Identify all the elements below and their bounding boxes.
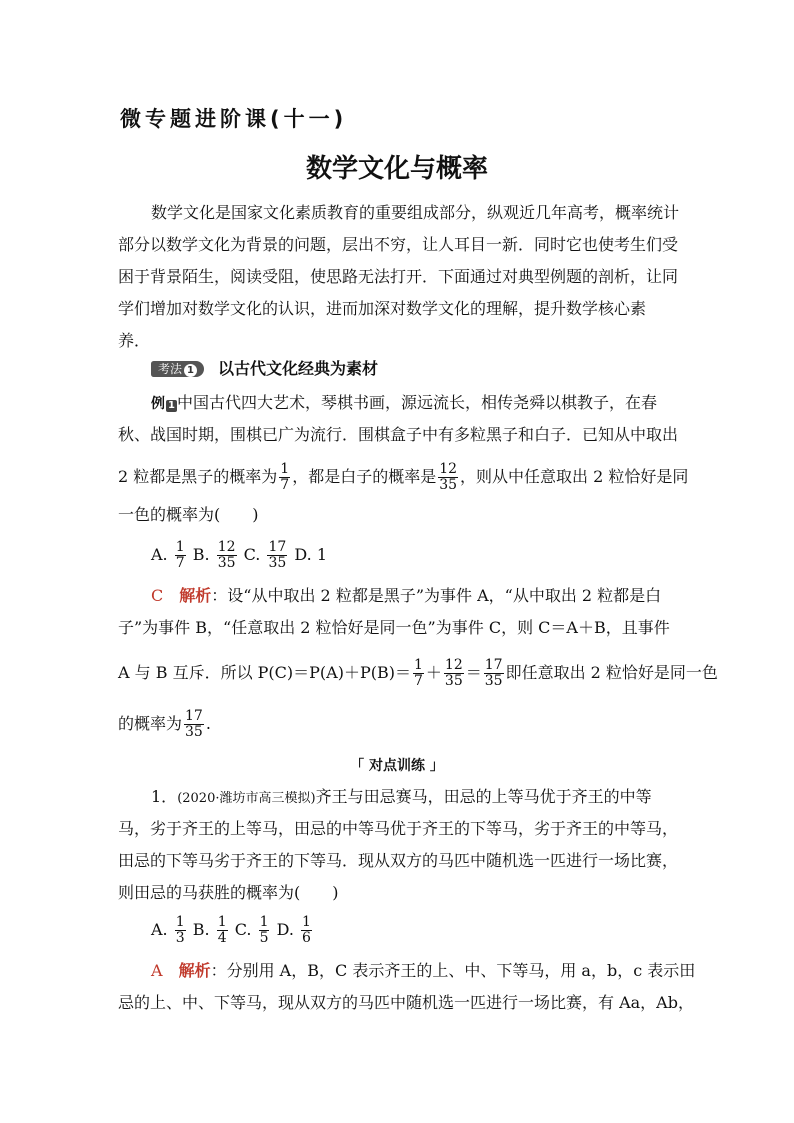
analysis-label: 解析 — [178, 961, 211, 980]
solution-line: 子”为事件 B，“任意取出 2 粒恰好是同一色”为事件 C，则 C＝A＋B，且事件 — [118, 618, 670, 637]
option-d: D. 1 — [294, 545, 328, 564]
intro-line: 养． — [118, 331, 151, 350]
question-line: 马，劣于齐王的上等马，田忌的中等马优于齐王的下等马，劣于齐王的中等马， — [118, 819, 679, 838]
solution-line: A 解析：分别用 A，B，C 表示齐王的上、中、下等马，用 a，b，c 表示田 — [151, 961, 696, 980]
example-line: 例 1 中国古代四大艺术，琴棋书画，源远流长，相传尧舜以棋教子，在春 — [151, 393, 657, 412]
option-b: B. $\frac{12}{35}$ — [192, 539, 236, 571]
option-b: B. $\frac{1}{4}$ — [192, 914, 227, 946]
question-source: (2020·潍坊市高三模拟) — [177, 791, 316, 806]
solution-line: 的概率为 $\frac{17}{35}$ . — [118, 708, 211, 740]
option-a: A. $\frac{1}{7}$ — [151, 539, 185, 571]
example-line: 一色的概率为( ) — [118, 505, 259, 524]
answer-letter: A — [151, 961, 163, 980]
training-options — [151, 915, 314, 946]
example-tag: 例 1 — [151, 396, 175, 412]
intro-line: 部分以数学文化为背景的问题，层出不穷，让人耳目一新．同时它也使考生们受 — [118, 235, 679, 254]
method-badge: 考法 1 — [151, 361, 204, 377]
option-c: C. $\frac{17}{35}$ — [243, 539, 287, 571]
intro-line: 困于背景陌生，阅读受阻，使思路无法打开．下面通过对典型例题的剖析，让同 — [118, 267, 679, 286]
fraction: $\frac{17}{35}$ — [185, 708, 203, 740]
solution-line: 忌的上、中、下等马，现从双方的马匹中随机选一匹进行一场比赛，有 Aa，Ab， — [118, 993, 694, 1012]
series-title: 微专题进阶课(十一) — [120, 107, 348, 131]
question-line: 则田忌的马获胜的概率为( ) — [118, 883, 339, 902]
training-heading: 「 对点训练 」 — [350, 758, 444, 774]
fraction: $\frac{12}{35}$ — [444, 657, 463, 689]
method-heading-row — [151, 359, 378, 379]
answer-letter: C — [151, 586, 164, 605]
page-title: 数学文化与概率 — [305, 154, 488, 184]
option-a: A. $\frac{1}{3}$ — [151, 914, 185, 946]
fraction: $\frac{1}{7}$ — [280, 461, 290, 493]
example-line: 2 粒都是黑子的概率为 $\frac{1}{7}$ ，都是白子的概率是 $\frac{12}{35}$ ，则从中任意取出 2 粒恰好是同 — [118, 461, 689, 493]
option-d: D. $\frac{1}{6}$ — [276, 914, 311, 946]
intro-line: 学们增加对数学文化的认识，进而加深对数学文化的理解，提升数学核心素 — [118, 299, 647, 318]
example-line: 秋、战国时期，围棋已广为流行．围棋盒子中有多粒黑子和白子．已知从中取出 — [118, 425, 679, 444]
example-options — [151, 540, 327, 571]
analysis-label: 解析 — [179, 586, 212, 605]
option-c: C. $\frac{1}{5}$ — [234, 914, 269, 946]
intro-line: 数学文化是国家文化素质教育的重要组成部分，纵观近几年高考，概率统计 — [151, 203, 680, 222]
solution-line: A 与 B 互斥．所以 P(C)＝P(A)＋P(B)＝ $\frac{1}{7}$ ＋ $\frac{12}{35}$ ＝ $\frac{17}{35}$ 即任意取出 2 粒恰好是同一色 — [118, 657, 718, 689]
question-line: 田忌的下等马劣于齐王的下等马．现从双方的马匹中随机选一匹进行一场比赛， — [118, 851, 679, 870]
question-line: 1．(2020·潍坊市高三模拟)齐王与田忌赛马，田忌的上等马优于齐王的中等 — [151, 787, 652, 806]
fraction: $\frac{12}{35}$ — [439, 461, 458, 493]
fraction: $\frac{17}{35}$ — [484, 657, 503, 689]
solution-line: C 解析：设“从中取出 2 粒都是黑子”为事件 A，“从中取出 2 粒都是白 — [151, 586, 662, 605]
method-heading: 以古代文化经典为素材 — [218, 359, 379, 378]
fraction: $\frac{1}{7}$ — [413, 657, 423, 689]
